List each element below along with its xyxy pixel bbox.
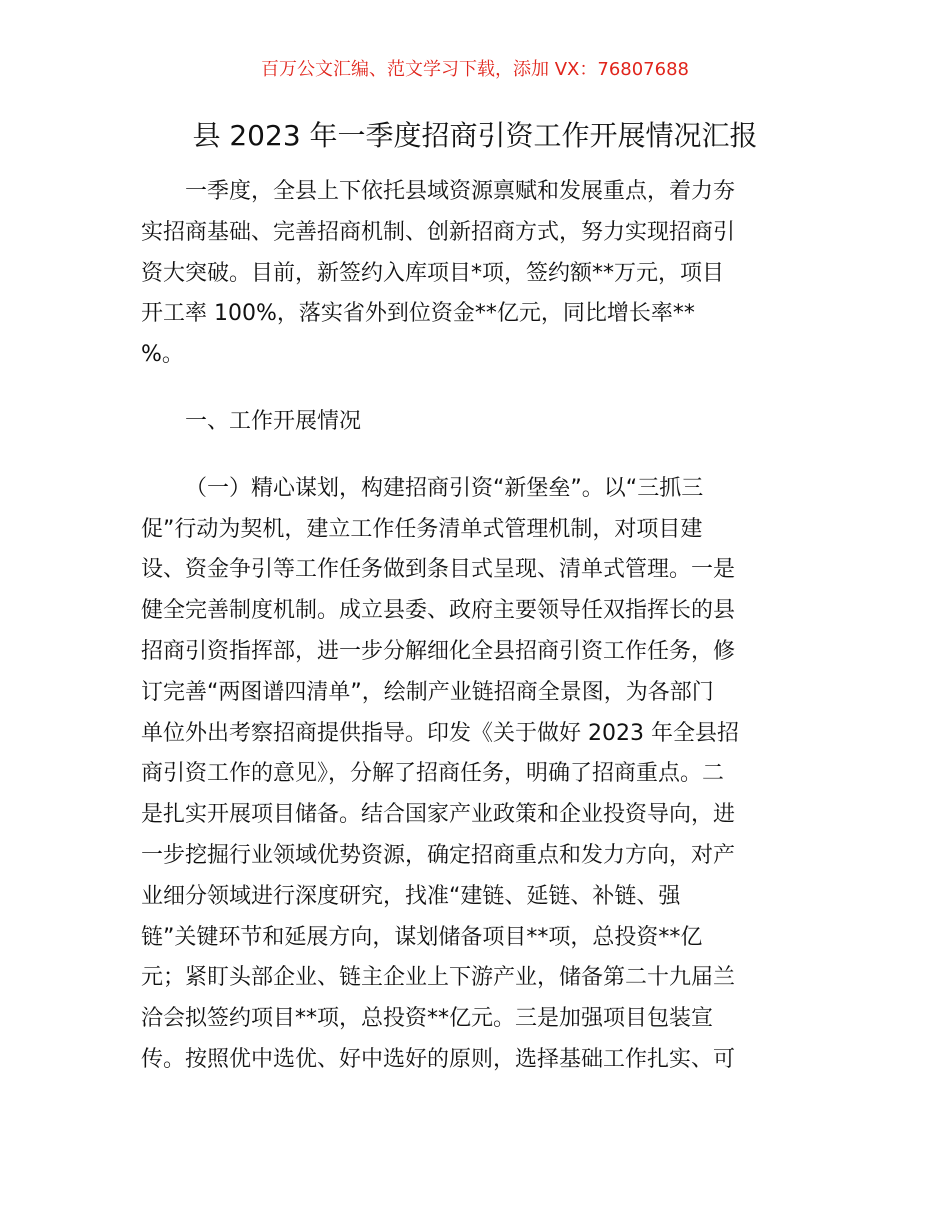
- section-heading: 一、工作开展情况: [185, 408, 362, 434]
- watermark-header: 百万公文汇编、范文学习下载，添加 VX：76807688: [261, 59, 689, 80]
- document-body: [141, 172, 811, 1081]
- intro-paragraph: 一季度，全县上下依托县域资源禀赋和发展重点，着力夯 实招商基础、完善招商机制、创新招商方式，努力实现招商引 资大突破。目前，新签约入库项目*项，签约额**万元，项目 开工率 100%，落实省外到位资金**亿元，同比增长率** %。: [141, 179, 736, 368]
- document-title: 县 2023 年一季度招商引资工作开展情况汇报: [192, 119, 758, 152]
- body-paragraph: （一）精心谋划，构建招商引资“新堡垒”。以“三抓三 促”行动为契机，建立工作任务清单式管理机制，对项目建 设、资金争引等工作任务做到条目式呈现、清单式管理。一是 健全完善制度机制。成立县委、政府主要领导任双指挥长的县 招商引资指挥部，进一步分解细化全县招商引资工作任务，修 订完善“两图谱四清单”，绘制产业链招商全景图，为各部门 单位外出考察招商提供指导。印发《关于做好 2023 年全县招 商引资工作的意见》，分解了招商任务，明确了招商重点。二 是扎实开展项目储备。结合国家产业政策和企业投资导向，进 一步挖掘行业领域优势资源，确定招商重点和发力方向，对产 业细分领域进行深度研究，找准“建链、延链、补链、强 链”关键环节和延展方向，谋划储备项目**项，总投资**亿 元；紧盯头部企业、链主企业上下游产业，储备第二十九届兰 洽会拟签约项目**项，总投资**亿元。三是加强项目包装宣 传。按照优中选优、好中选好的原则，选择基础工作扎实、可: [141, 475, 739, 1072]
